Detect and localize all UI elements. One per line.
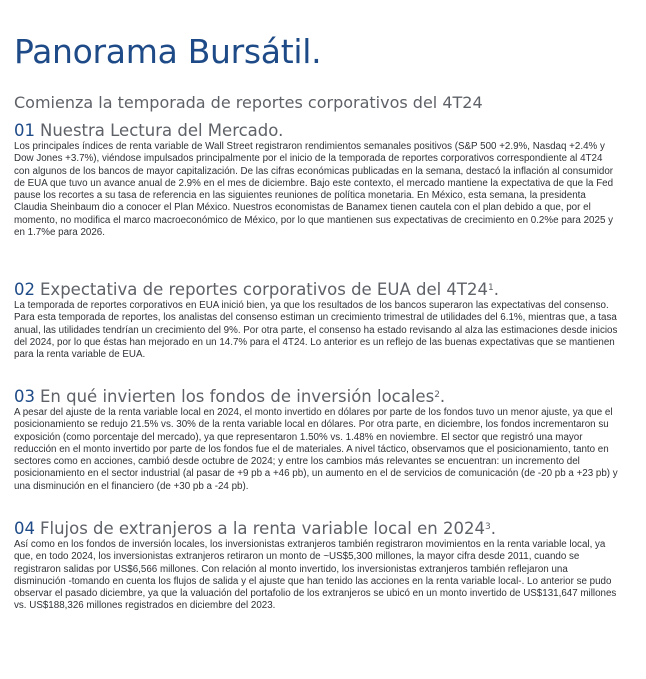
section-body: A pesar del ajuste de la renta variable local en 2024, el monto invertido en dólares por parte de los fondos tuvo un menor ajuste, ya que el posicionamiento se redujo 21.5% vs. 30% de la renta variable local en dólares. Por otra parte, en diciembre, los fondos incrementaron su exposición (como porcentaje del mercado), ya que representaron 1.50% vs. 1.48% en noviembre. El sector que registró una mayor reducción en el monto invertido por parte de los fondos fue el de materiales. A nivel táctico, observamos que el posicionamiento, tanto en sectores como en acciones, cambió desde octubre de 2024; y entre los cambios más relevantes se encuentran: un incremento del posicionamiento en el sector industrial (al pasar de +9 pb a +46 pb), un aumento en el de servicios de comunicación (de -20 pb a +23 pb) y una disminución en el financiero (de +30 pb a -24 pb). bbox=[14, 407, 618, 492]
section-us-earnings bbox=[14, 280, 620, 361]
section-heading: 02 Expectativa de reportes corporativos de EUA del $4T24^1$. bbox=[14, 280, 499, 299]
section-heading: 03 En qué invierten los fondos de inversión locales$^2$. bbox=[14, 387, 446, 406]
footnote-marker: 3 bbox=[484, 522, 491, 532]
section-market-reading bbox=[14, 121, 620, 239]
section-body: Así como en los fondos de inversión locales, los inversionistas extranjeros también registraron movimientos en la renta variable local, ya que, en todo 2024, los inversionistas extranjeros retiraron un monto de ~US$5,300 millones, la mayor cifra desde 2011, cuando se registraron salidas por US$6,566 millones. Con relación al monto invertido, los inversionistas extranjeros también reflejaron una disminución -tomando en cuenta los flujos de salida y el ajuste que han tenido las acciones en la renta variable local-. Lo anterior se pudo observar el pasado diciembre, ya que la valuación del portafolio de los extranjeros se ubicó en un monto invertido de US$131,647 millones vs. US$188,326 millones registrados en diciembre del 2023. bbox=[14, 539, 617, 612]
section-heading bbox=[14, 121, 620, 140]
section-title: Nuestra Lectura del Mercado. bbox=[40, 121, 284, 140]
page-subtitle: Comienza la temporada de reportes corporativos del 4T24 bbox=[14, 93, 483, 112]
section-number: 01 bbox=[14, 121, 35, 140]
section-title: Flujos de extranjeros a la renta variable local en 2024 bbox=[40, 519, 485, 538]
page-title: Panorama Bursátil. bbox=[14, 32, 322, 71]
footnote-marker: 2 bbox=[434, 390, 440, 400]
section-heading: 04 Flujos de extranjeros a la renta variable local en 2024$^3$. bbox=[14, 519, 496, 538]
section-title: Expectativa de reportes corporativos de EUA del 4T24 bbox=[40, 280, 488, 299]
section-title: En qué invierten los fondos de inversión locales bbox=[40, 387, 435, 406]
section-number: 02 bbox=[14, 280, 35, 299]
section-number: 04 bbox=[14, 519, 35, 538]
section-foreign-flows bbox=[14, 519, 620, 613]
footnote-marker: 1 bbox=[488, 283, 494, 293]
section-number: 03 bbox=[14, 387, 35, 406]
section-local-funds bbox=[14, 387, 620, 493]
section-body: La temporada de reportes corporativos en EUA inició bien, ya que los resultados de los bancos superaron las expectativas del consenso. Para esta temporada de reportes, los analistas del consenso estiman un crecimiento trimestral de utilidades del 6.1%, mientras que, a tasa anual, las utilidades tendrían un crecimiento del 9%. Por otra parte, el consenso ha estado revisando al alza las estimaciones desde inicios del 2024, por lo que éstas han mejorado en un 14.7% para el 4T24. Lo anterior es un reflejo de las buenas expectativas que se mantienen para la renta variable de EUA. bbox=[14, 300, 618, 361]
section-body: Los principales índices de renta variable de Wall Street registraron rendimientos semanales positivos (S&P 500 +2.9%, Nasdaq +2.4% y Dow Jones +3.7%), viéndose impulsados principalmente por el inicio de la temporada de reportes corporativos correspondiente al 4T24 con algunos de los bancos de mayor capitalización. De las cifras económicas publicadas en la semana, destacó la inflación al consumidor de EUA que tuvo un avance anual de 2.9% en el mes de diciembre. Bajo este contexto, el mercado mantiene la expectativa de que la Fed pause los recortes a su tasa de referencia en las siguientes reuniones de política monetaria. En México, esta semana, la presidenta Claudia Sheinbaum dio a conocer el Plan México. Nuestros economistas de Banamex tienen cautela con el plan debido a que, por el momento, no modifica el marco macroeconómico de México, por lo que mantienen sus expectativas de crecimiento en 0.2%e para 2025 y en 1.7%e para 2026. bbox=[14, 141, 614, 239]
